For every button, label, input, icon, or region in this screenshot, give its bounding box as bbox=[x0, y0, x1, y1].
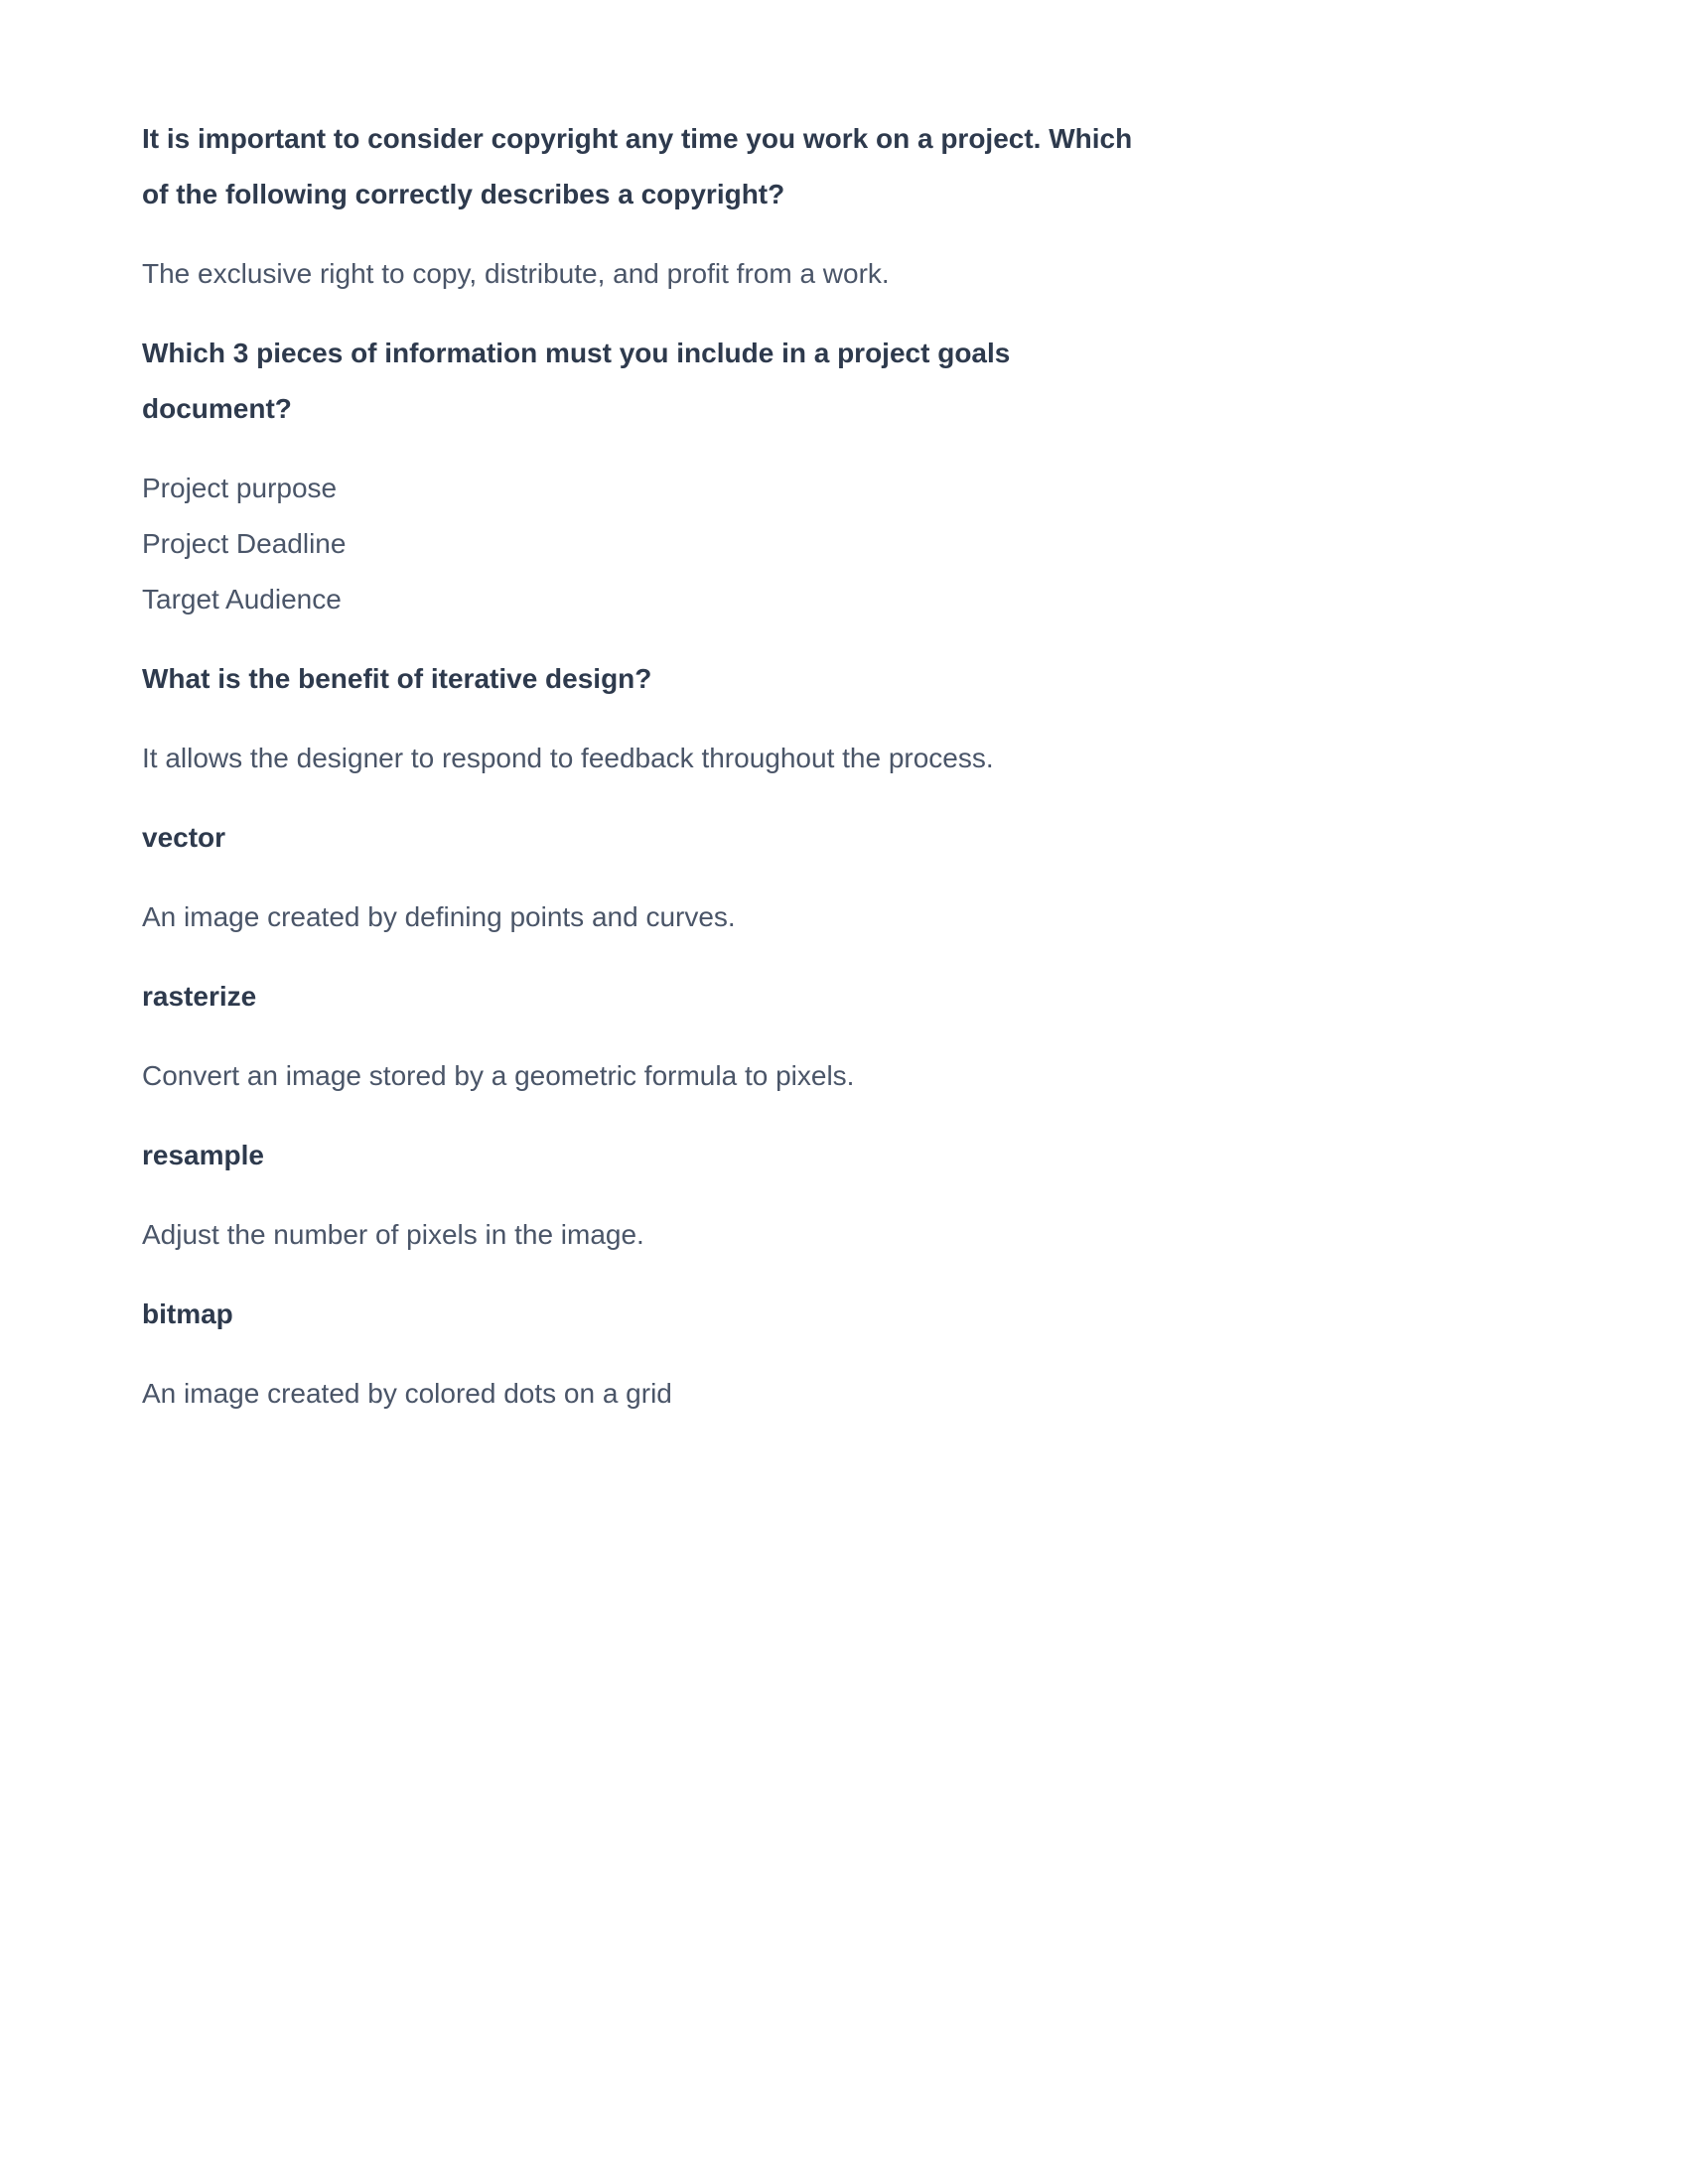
definition-vector: An image created by defining points and curves. bbox=[142, 901, 736, 932]
definition-rasterize: Convert an image stored by a geometric formula to pixels. bbox=[142, 1060, 855, 1091]
definition-bitmap: An image created by colored dots on a grid bbox=[142, 1378, 672, 1409]
list-item-project-deadline: Project Deadline bbox=[142, 528, 347, 559]
answer-iterative-design: It allows the designer to respond to feedback throughout the process. bbox=[142, 743, 994, 773]
answer-copyright: The exclusive right to copy, distribute, and profit from a work. bbox=[142, 258, 890, 289]
list-item-target-audience: Target Audience bbox=[142, 584, 342, 614]
answer-project-goals-list bbox=[142, 461, 1145, 627]
term-rasterize: rasterize bbox=[142, 981, 257, 1012]
question-project-goals: Which 3 pieces of information must you include in a project goals document? bbox=[142, 338, 1011, 424]
question-iterative-design: What is the benefit of iterative design? bbox=[142, 663, 652, 694]
term-resample: resample bbox=[142, 1140, 264, 1170]
term-bitmap: bitmap bbox=[142, 1298, 233, 1329]
list-item-project-purpose: Project purpose bbox=[142, 473, 338, 503]
term-vector: vector bbox=[142, 822, 226, 853]
definition-resample: Adjust the number of pixels in the image. bbox=[142, 1219, 644, 1250]
question-copyright: It is important to consider copyright any time you work on a project. Which of the following correctly describes a copyright? bbox=[142, 123, 1133, 209]
document-content bbox=[142, 111, 1145, 1422]
